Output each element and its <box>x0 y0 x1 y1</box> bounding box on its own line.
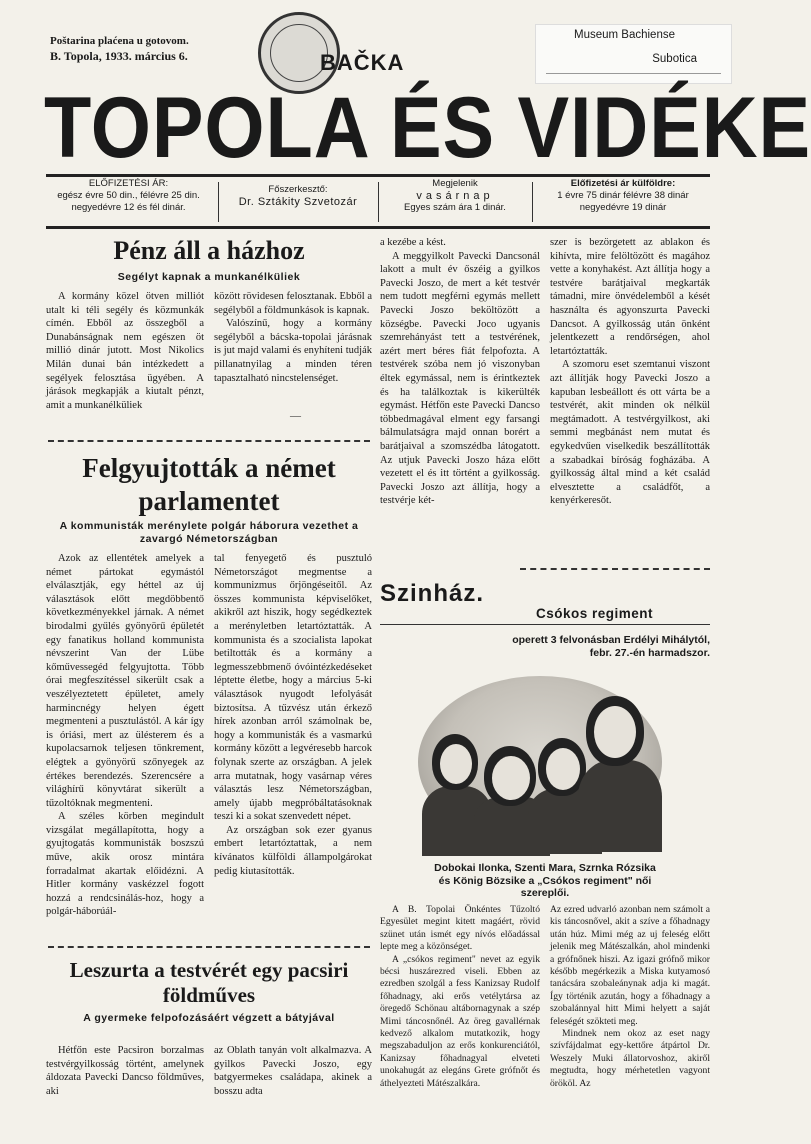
theater-info <box>380 634 710 660</box>
museum-label <box>535 24 732 84</box>
subs-title: ELŐFIZETÉSI ÁR: <box>88 178 169 189</box>
article1-title: Pénz áll a házhoz <box>113 236 305 265</box>
article1-paragraph: Valószínű, hogy a kormány segélyből a bácska-topolai járásnak is jut majd valami és enyhíteni tudják pillanatnyilag a minden téren tapasztalható nincstelenséget. <box>214 318 372 384</box>
article3-col1 <box>46 1044 204 1098</box>
article-divider <box>48 946 370 948</box>
article1-col2 <box>214 290 372 385</box>
article1-col1 <box>46 290 204 412</box>
article3-col3 <box>380 236 540 508</box>
article1-end-mark: — <box>290 410 301 422</box>
appears-day: vasárnap <box>416 190 494 202</box>
article2-col2 <box>214 552 372 878</box>
museum-city: Subotica <box>652 53 697 65</box>
theater-paragraph: Mindnek nem okoz az eset nagy szívfájdalmat egy-kettőre átpártol Dr. Weszely Muki állatorvoshoz, akiről megtudta, hogy mérhetetlen vagyont örököl. Az <box>550 1028 710 1089</box>
article2-subtitle: A kommunisták merénylete polgár háborura vezethet a zavargó Németországban <box>59 520 359 545</box>
editor-name: Dr. Sztákity Szvetozár <box>238 196 358 208</box>
article1-subtitle: Segélyt kapnak a munkanélküliek <box>117 271 301 283</box>
caption-line3: szereplői. <box>520 887 570 899</box>
foreign-subscription-box <box>536 178 710 226</box>
photo-caption <box>380 862 710 900</box>
museum-underline <box>546 73 721 74</box>
article3-col4 <box>550 236 710 508</box>
article3-subtitle: A gyermeke felpofozásáért végzett a bátyjával <box>83 1012 335 1024</box>
article3-paragraph: az Oblath tanyán volt alkalmazva. A gyilkos Pavecki Joszo, egy batgyermekes családapa, akinek a bosszu adta <box>214 1045 372 1097</box>
foreign-title: Előfizetési ár külföldre: <box>570 178 676 189</box>
article-divider <box>48 440 370 442</box>
article3-title-line1: Leszurta a testvérét egy pacsiri <box>69 958 349 982</box>
article2-title <box>46 452 372 518</box>
foreign-line2: negyedévre 19 dinár <box>579 202 667 213</box>
theater-paragraph: Az ezred udvarló azonban nem számolt a kis táncosnővel, akit a szíve a főhadnagy után húz. Mimi még az uj feleség előtt jelenik meg Mátészalkán, ahol mindenki a grófnőnek hiszi. Az igazi grófnő mikor később megérkezik a Miska kutyamosó tanácsára szobaleánynak adja ki magát. Így történik azután, hogy a főhadnagy a szobalánnyal hitt Mimi helyett a saját feleségét szökteti meg. <box>550 904 710 1027</box>
theater-rule <box>380 624 710 625</box>
theater-play-title: Csókos regiment <box>536 606 654 621</box>
article2-paragraph: Az országban sok ezer gyanus embert letartóztattak, a nem kívánatos külföldi állampolgárokat pedig kiutasították. <box>214 824 372 877</box>
theater-paragraph: A B. Topolai Önkéntes Tűzoltó Egyesület megint kitett magáért, rövid szünet után ismét egy nívós előadással lepte meg a közönséget. <box>380 904 540 953</box>
header-left <box>50 34 189 64</box>
info-separator <box>532 182 533 222</box>
caption-line2: és König Bözsike a „Csókos regiment" női <box>438 874 652 887</box>
theater-col1 <box>380 904 540 1090</box>
editor-box <box>222 184 374 232</box>
info-separator <box>378 182 379 222</box>
subs-line2: negyedévre 12 és fél dinár. <box>71 202 186 213</box>
article3-paragraph: a kezébe a kést. <box>380 237 446 248</box>
photo-figure <box>594 706 636 758</box>
date-line: B. Topola, 1933. március 6. <box>50 49 188 63</box>
theater-info-line2: febr. 27.-én harmadszor. <box>589 647 710 659</box>
appearance-box <box>382 178 528 226</box>
article3-paragraph: A meggyilkolt Pavecki Dancsonál lakott a mult év őszéig a gyilkos Pavecki Joszo, de mert a két testvér nem tudott megférni egymás mellett Pavecki Joszo beköltözött a községbe. Pavecki Joco ugyanis szemrehányást tett a testvérének, azért mert béres fiát felpofozta. A testvérek szóba nem jó viszonyban éltek egymással, nem is érintkeztek és ha találkoztak is kikerülték egymást. Hétfőn este Pavecki Dancso többedmagával elment egy farsangi bálmulatságra majd onnan borért a barátjaival a szomszédba látogatott. Az utjuk Pavecki Joszo háza előtt vezetett el és itt történt a gyilkosság. Pavecki Joszo azt állítja, hogy a testvérje két- <box>380 250 540 507</box>
theater-col2 <box>550 904 710 1090</box>
postage-note: Poštarina plaćena u gotovom. <box>50 35 189 47</box>
article2-paragraph: tal fenyegető és pusztuló Németországot megmentse a kommunizmus őrjöngéseitől. Az összes kommunista képviselőket, akikről azt hiszik, hogy segédkeztek a merényletben letartóztatták. A kommunista és a szocialista lapokat betiltották és a kormány a legmesszebbmenő óvóintézkedéseket léptette életbe, hogy a március 5-ki választások nyugodt lefolyását biztosítsa. A tűzvész után érkező hírek azonban arról számolnak be, hogy a kommunisták és a vasmarkú kormány között a legvéresebb harcok folynak szerte az országban. A jelek arra mutatnak, hogy vasárnap véres választás lesz Németországban, amely újabb megpróbáltatásoknak teszi ki a sokat szenvedett népet. <box>214 553 372 823</box>
subscription-box <box>46 178 211 226</box>
photo-figure <box>492 756 530 800</box>
article2-title-line2: parlamentet <box>138 486 280 516</box>
article3-title <box>46 958 372 1008</box>
masthead-rule <box>46 174 710 177</box>
article2-title-line1: Felgyujtották a német <box>82 453 336 483</box>
appears-title: Megjelenik <box>432 178 478 189</box>
theater-title: Szinház. <box>380 580 485 607</box>
article3-paragraph: szer is bezörgetett az ablakon és kihívta, mire felöltözött és magához vette a konyhakést. Azt állítja hogy a testvére barátjaival megkarták támadni, mire önvédelemből a kését használta és agyonszurta Pavecki Dancsot. A gyilkosság után önként jelentkezett a rendőrségen, ahol letartóztatták. <box>550 237 710 357</box>
caption-line1: Dobokai Ilonka, Szenti Mara, Szrnka Rózsika <box>434 862 656 874</box>
masthead-title: TOPOLA ÉS VIDÉKE <box>44 80 811 176</box>
article-divider <box>520 568 710 570</box>
article3-paragraph: Hétfőn este Pacsiron borzalmas testvérgyilkosság történt, amelynek áldozata Pavecki Dancso földműves, aki <box>46 1045 204 1097</box>
photo-figure <box>440 744 472 784</box>
photo-figure <box>546 748 580 790</box>
theater-paragraph: A „csókos regiment" nevet az egyik bécsi huszárezred viseli. Ebben az ezredben szolgál a fess Kanizsay Rudolf főhadnagy, aki erős vetélytársa az öregedő Schönau altábornagynak a szép Mimi táncosnőnél. Az öreg gavallérnak kedvező alkalom mutatkozik, hogy megszabaduljon az erős konkurenciától, Kanizsay főhadnagyal elveteti unokahugát az elegáns Grete grófnőt és áthelyezteti Mátészalkára. <box>380 953 540 1089</box>
article3-paragraph: A szomoru eset szemtanui viszont azt állítják hogy Pavecki Joszo a kapuban lesbeállott és ott várta be a testvérét, akit minden ok nélkül megtámadott. A testvérgyilkost, aki semmi megbánást nem mutat és egykedvűen viselkedik beszállították a szabadkai bíróság fogházába. A gyilkosság által mind a két család elvesztette a családfőt, a kenyérkeresőt. <box>550 359 710 507</box>
photo-figure <box>578 760 662 852</box>
article1-paragraph: között rövidesen felosztanak. Ebből a segélyből a földmunkások is kapnak. <box>214 291 372 316</box>
backa-label: BAČKA <box>320 50 405 75</box>
article2-col1 <box>46 552 204 919</box>
theater-info-line1: operett 3 felvonásban Erdélyi Mihálytól, <box>512 634 710 646</box>
article2-paragraph: Azok az ellentétek amelyek a német pártokat egymástól elválasztják, egy héttel az új választások előtt megdöbbentő következményekkel járnak. A német birodalmi gyűlés gyönyörű épületét egy fanatikus holland kommunista névszerint Van der Lübe kőművessegéd felgyujtotta. Több órai megfeszítéssel sikerült csak a veszélyeztetett épületet, amely harmincnégy helyen égett megmenteni a pusztulástól. A kár így is óriási, mert az ülésterem és a kupolacsarnok teljesen tönkrement, elégtek a gyönyörű szőnyegek az értékes berendezés. Szerencsére a világhírű könyvtárat sikerült a tűzoltóknak megmenteni. <box>46 553 204 809</box>
article3-col2 <box>214 1044 372 1098</box>
actresses-photo <box>418 676 662 848</box>
info-rule <box>46 226 710 229</box>
single-price: Egyes szám ára 1 dinár. <box>404 202 506 213</box>
foreign-line1: 1 évre 75 dinár félévre 38 dinár <box>557 190 689 201</box>
info-separator <box>218 182 219 222</box>
article1-paragraph: A kormány közel ötven milliót utalt ki téli segély és közmunkák címén. Ebből az összegből a Dunabánságnak nem egészen öt millió dinár jutott. Most Nikolics Milán dunai bán intézkedett a segélyek felosztása ügyében. A járások megkapják a kiutalt pénzt, amit a munkanélküliek <box>46 291 204 411</box>
museum-name: Museum Bachiense <box>574 29 675 41</box>
article2-paragraph: A széles körben megindult vizsgálat megállapította, hogy a gyujtogatás kommunisták boszszú műve, akik orosz mintára forradalmat akartak előidézni. A Hitler kormány vaskézzel fogott hozzá a rendcsinálás-hoz, hogy a polgár-háborúál- <box>46 811 204 918</box>
subs-line1: egész évre 50 din., félévre 25 din. <box>57 190 200 201</box>
editor-title: Főszerkesztő: <box>268 184 328 195</box>
article3-title-line2: földműves <box>162 983 256 1007</box>
